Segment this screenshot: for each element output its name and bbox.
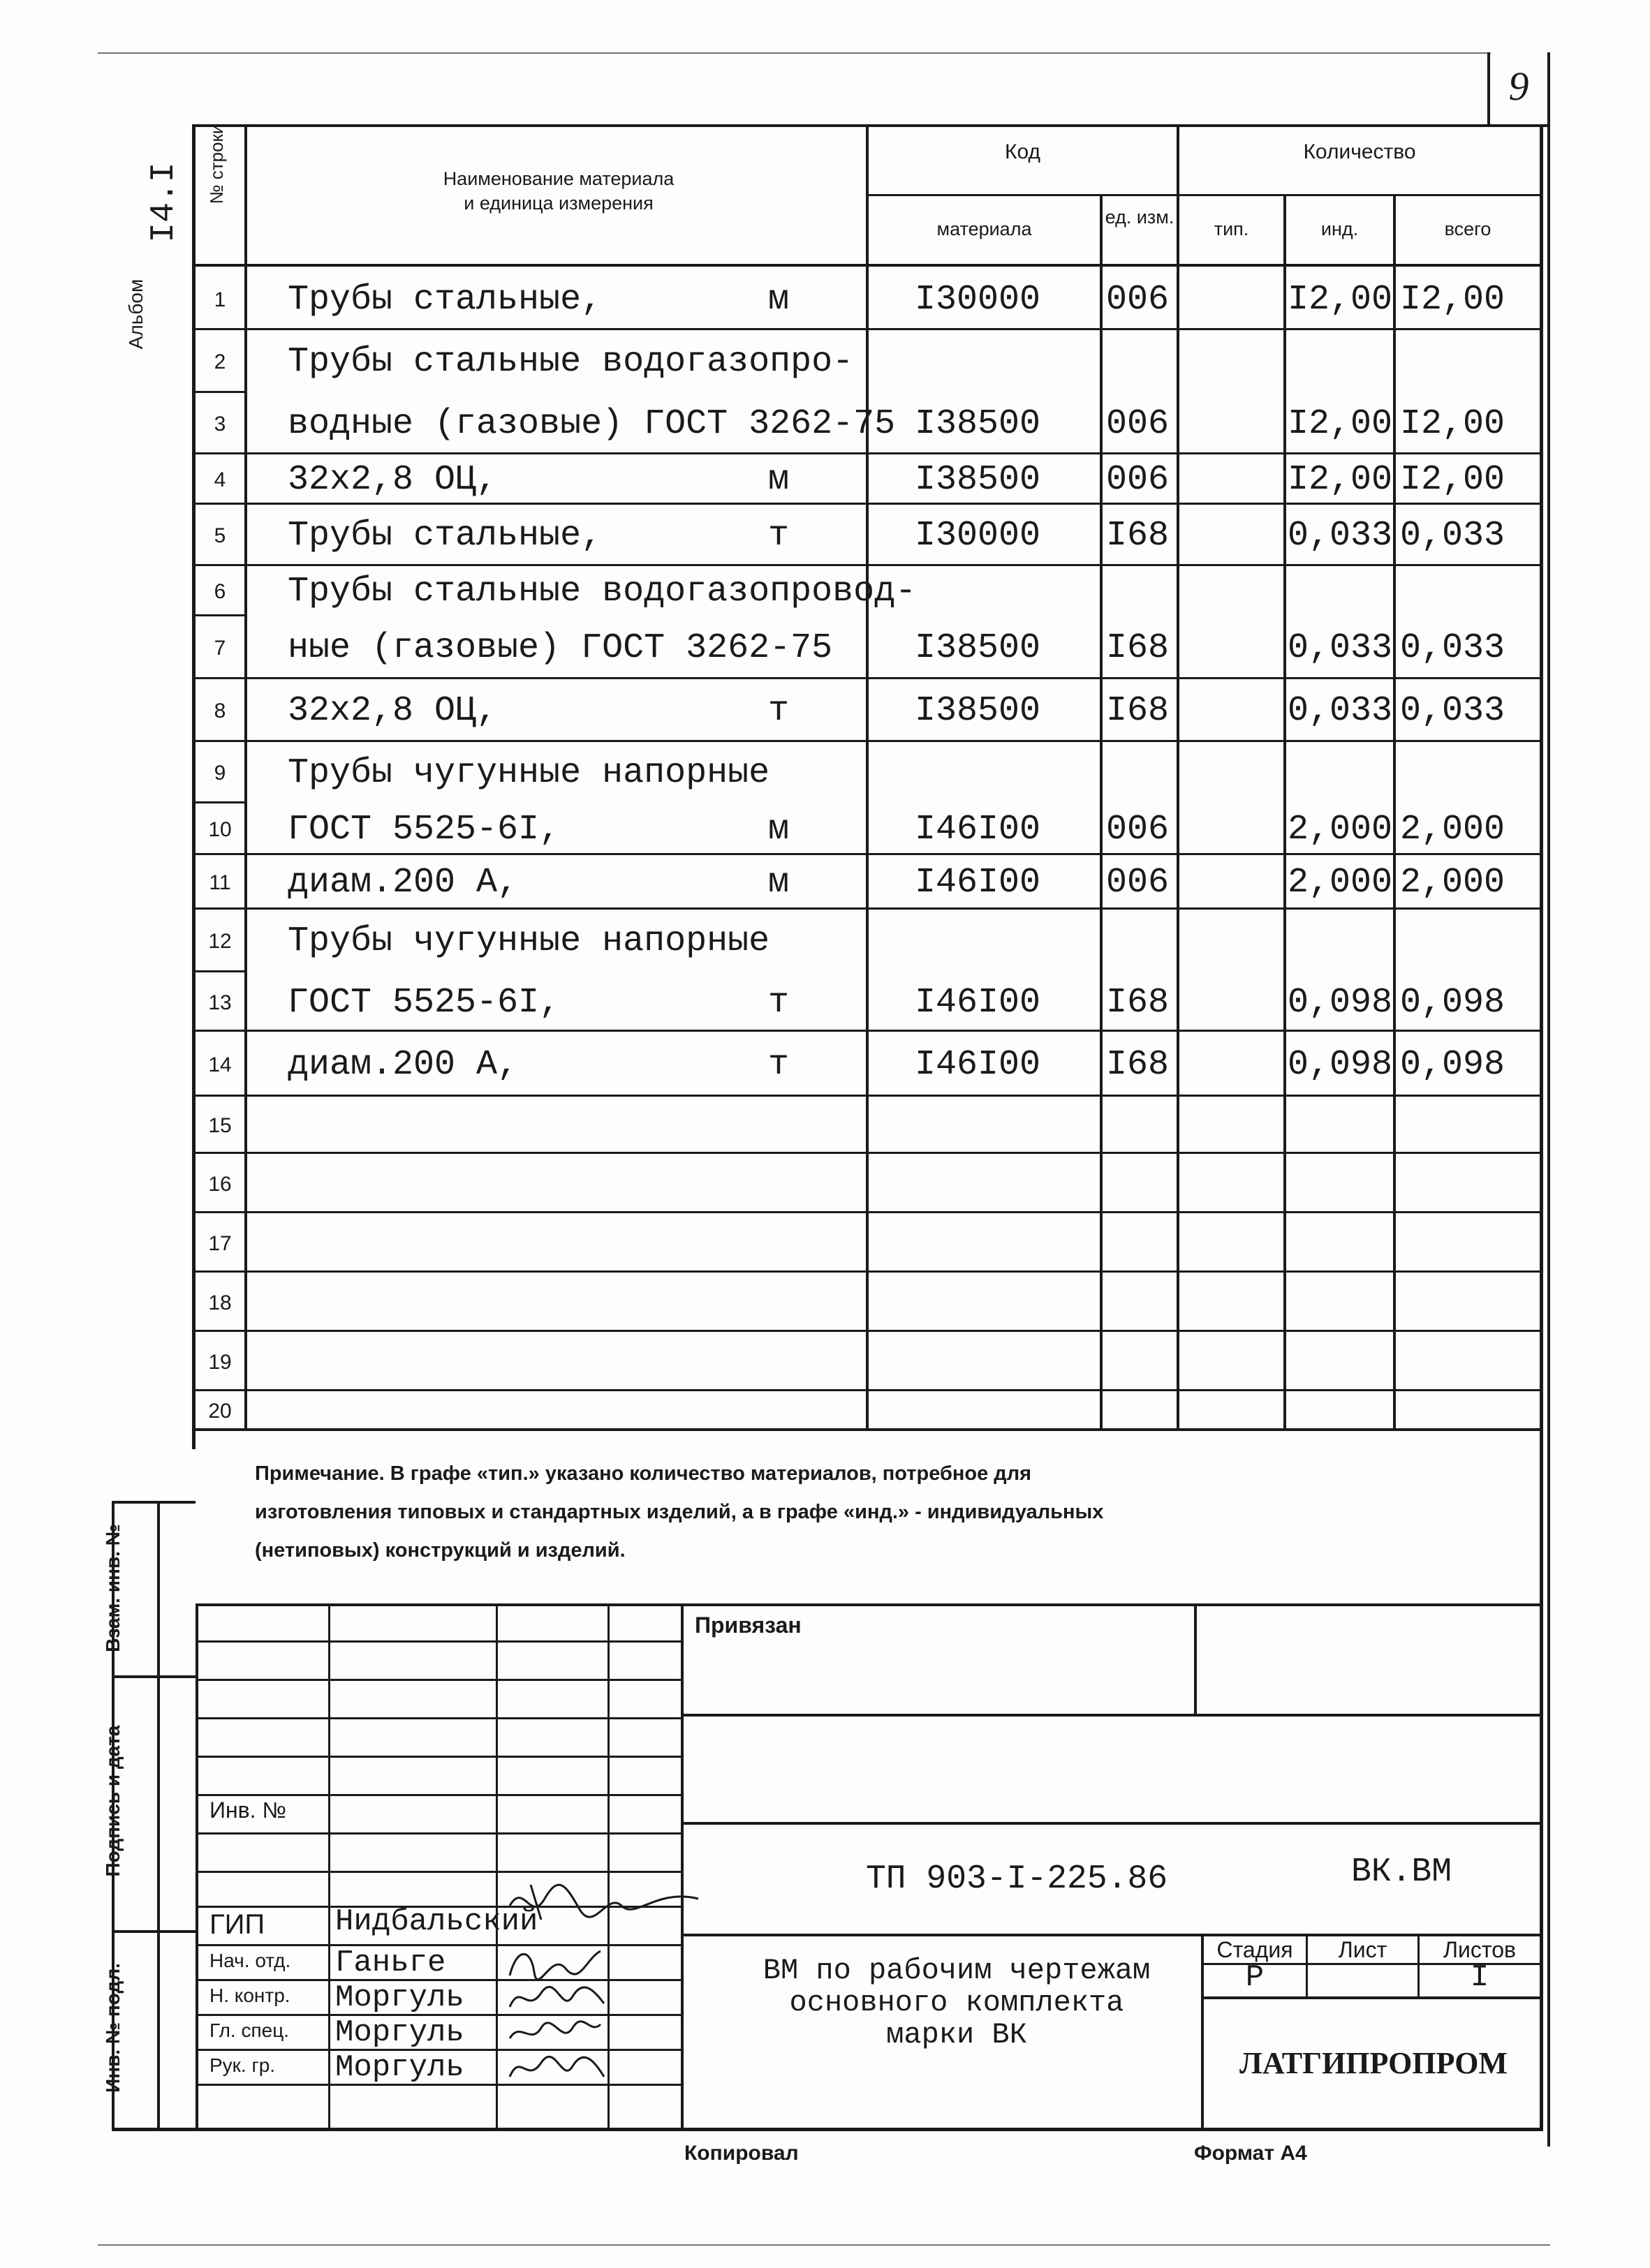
stamp-col-4 [681,1603,684,2130]
side-strip-div2 [112,1930,196,1933]
stamp-privyazan-div [1194,1603,1197,1715]
row-number: 4 [214,468,226,491]
signatory-role: Н. контр. [209,1985,290,2006]
stamp-sheet-label: Лист [1338,1937,1387,1962]
signatory-role: Рук. гр. [209,2054,276,2076]
signature-gip [503,1878,705,1930]
row-line [192,1270,1543,1273]
row-line [192,801,247,803]
row-number: 9 [214,762,226,785]
material-name: Трубы чугунные напорные [288,921,770,961]
stamp-doccode-top [681,1822,1543,1825]
row-number: 3 [214,413,226,436]
row-number: 11 [209,871,231,894]
stamp-col-3 [607,1603,610,2130]
unit-code: 006 [1106,280,1170,320]
header-code: Код [1004,140,1040,163]
row-number: 2 [214,350,226,373]
unit-code: 006 [1106,460,1170,500]
page-number: 9 [1508,64,1529,109]
material-unit: м [768,810,790,850]
qty-total: 0,033 [1400,691,1505,731]
row-line [192,853,1543,855]
top-edge-line [98,52,1491,54]
side-strip-mid [157,1501,160,2129]
side-label-inv-podl: Инв. № подл. [102,1963,124,2093]
col-line-uom [1100,194,1103,1430]
stamp-top [196,1603,1543,1606]
stamp-doc-code: ТП 903-I-225.86 [866,1860,1168,1898]
stamp-row-line [196,1717,681,1719]
material-name: Трубы стальные водогазопровод- [288,572,917,612]
stamp-sheets-value: I [1470,1960,1489,1995]
qty-ind: I2,00 [1288,460,1393,500]
stamp-row-line [196,1871,681,1873]
qty-ind: I2,00 [1288,280,1393,320]
signatory-role: Гл. спец. [209,2019,290,2041]
bottom-edge-line [98,2244,1550,2246]
header-row-no: № строки [206,124,227,205]
material-unit: т [768,516,790,556]
stamp-mark: ВК.ВМ [1351,1853,1452,1891]
page-box-border [1487,52,1490,126]
material-unit: т [768,982,790,1023]
row-number: 19 [208,1350,232,1374]
qty-ind: 0,098 [1288,1044,1393,1085]
stamp-row-line [196,1832,681,1835]
material-code: I38500 [915,691,1041,731]
row-line [192,1211,1543,1213]
qty-total: 0,033 [1400,516,1505,556]
unit-code: 006 [1106,810,1170,850]
col-line-code [866,124,869,1430]
stamp-privyazan: Привязан [695,1613,802,1638]
qty-total: 0,098 [1400,1044,1505,1085]
side-strip-div1 [112,1675,196,1678]
col-line-ind [1283,194,1286,1430]
row-line [192,1030,1543,1032]
stamp-org: ЛАТГИПРОПРОМ [1239,2046,1508,2080]
unit-code: 006 [1106,404,1170,444]
header-name-line1: Наименование материала [443,168,675,189]
signatory-name: Моргуль [335,2015,464,2050]
row-number: 18 [208,1291,232,1314]
header-qty-ind: инд. [1320,218,1359,239]
material-name: диам.200 А, [288,1044,519,1085]
material-name: диам.200 А, [288,863,519,903]
stamp-title-line2: основного комплекта [789,1986,1124,2019]
row-number: 15 [208,1114,232,1137]
qty-total: 0,098 [1400,982,1505,1023]
row-number: 17 [208,1231,232,1255]
stamp-stage-bottom [1201,1996,1543,1999]
row-number: 1 [214,288,226,311]
row-line [192,391,247,393]
row-line [192,564,1543,566]
header-code-unit: ед. изм. [1105,207,1174,228]
signatory-role: ГИП [209,1909,265,1940]
table-bottom-line [192,1428,1543,1431]
row-line [192,1330,1543,1332]
row-line [192,677,1543,679]
qty-total: 2,000 [1400,810,1505,850]
material-code: I30000 [915,516,1041,556]
signatory-role: Нач. отд. [209,1950,291,1971]
material-name: водные (газовые) ГОСТ 3262-75 [288,404,896,444]
row-number: 8 [214,699,226,722]
note-line-1: Примечание. В графе «тип.» указано количество материалов, потребное для [255,1462,1032,1485]
header-qty-typ: тип. [1214,218,1249,239]
material-name: 32x2,8 ОЦ, [288,460,498,500]
row-number: 5 [214,524,226,547]
signatory-name: Нидбальский [335,1904,538,1939]
material-name: Трубы стальные, [288,516,603,556]
stamp-row-line [196,1794,681,1796]
row-line [192,328,1543,330]
material-name: Трубы чугунные напорные [288,753,770,793]
unit-code: I68 [1106,1044,1170,1085]
unit-code: I68 [1106,628,1170,668]
qty-total: I2,00 [1400,280,1505,320]
row-line [192,740,1543,742]
signatory-name: Ганьге [335,1945,446,1980]
side-label-vzam: Взам. инв. № [102,1524,124,1652]
unit-code: I68 [1106,982,1170,1023]
row-line [192,614,247,616]
material-unit: т [768,1044,790,1085]
qty-total: 2,000 [1400,863,1505,903]
row-number: 6 [214,580,226,603]
header-name-line2: и единица измерения [464,193,654,214]
row-number: 12 [208,930,232,953]
stamp-doccode-bottom [681,1934,1543,1936]
header-mid-line [866,194,1543,196]
qty-ind: 2,000 [1288,863,1393,903]
stamp-stage-value: Р [1245,1960,1265,1995]
stamp-sheets-label: Листов [1443,1937,1516,1962]
material-code: I46I00 [915,1044,1041,1085]
row-number: 14 [208,1053,232,1076]
side-label-podpis: Подпись и дата [102,1725,124,1877]
material-code: I38500 [915,628,1041,668]
qty-ind: I2,00 [1288,404,1393,444]
signatory-name: Моргуль [335,2050,464,2085]
stamp-row-line [196,1756,681,1758]
qty-ind: 2,000 [1288,810,1393,850]
row-line [192,907,1543,910]
material-name: Трубы стальные, [288,280,603,320]
material-code: I30000 [915,280,1041,320]
row-line [192,503,1543,505]
header-quantity: Количество [1303,140,1416,163]
material-name: 32x2,8 ОЦ, [288,691,498,731]
material-unit: м [768,863,790,903]
stamp-privyazan-bottom [681,1714,1543,1717]
row-line [192,452,1543,454]
row-number: 7 [214,637,226,660]
material-name: Трубы стальные водогазопро- [288,342,854,382]
stamp-stage-label: Стадия [1216,1937,1293,1962]
col-line-total [1393,194,1396,1430]
material-name: ГОСТ 5525-6I, [288,810,561,850]
col-line-rowno [244,124,247,1430]
row-number: 13 [208,991,232,1014]
page-right-border [1547,52,1550,2147]
material-code: I46I00 [915,863,1041,903]
stamp-inv-no: Инв. № [209,1798,286,1823]
col-line-qty [1177,124,1179,1430]
note-line-2: изготовления типовых и стандартных изделий, а в графе «инд.» - индивидуальных [255,1501,1104,1523]
qty-ind: 0,033 [1288,628,1393,668]
row-number: 10 [208,818,232,841]
material-name: ГОСТ 5525-6I, [288,982,561,1023]
footer-format: Формат А4 [1194,2142,1307,2165]
stamp-col-1 [328,1603,330,2130]
signature-ruk-gr [503,2049,607,2091]
material-code: I38500 [915,460,1041,500]
header-qty-total: всего [1444,218,1491,239]
header-code-material: материала [936,218,1032,239]
qty-total: I2,00 [1400,404,1505,444]
qty-total: I2,00 [1400,460,1505,500]
material-name: ные (газовые) ГОСТ 3262-75 [288,628,833,668]
unit-code: I68 [1106,691,1170,731]
stamp-row-line [196,1679,681,1681]
table-right-border [1540,124,1543,2130]
note-line-3: (нетиповых) конструкций и изделий. [255,1539,626,1562]
material-unit: т [768,691,790,731]
stamp-title-line3: марки ВК [886,2018,1027,2052]
stamp-left [196,1603,198,2130]
material-unit: м [768,460,790,500]
stamp-col-2 [496,1603,498,2130]
row-line [192,1095,1543,1097]
album-label: Альбом [125,279,147,350]
material-unit: м [768,280,790,320]
material-code: I38500 [915,404,1041,444]
stamp-row-line [196,1640,681,1643]
row-number: 20 [208,1400,232,1423]
qty-ind: 0,033 [1288,691,1393,731]
row-number: 16 [208,1172,232,1196]
material-code: I46I00 [915,810,1041,850]
stamp-title-line1: ВМ по рабочим чертежам [763,1954,1151,1987]
stamp-bottom [112,2128,1543,2131]
unit-code: 006 [1106,863,1170,903]
qty-ind: 0,098 [1288,982,1393,1023]
album-number: I4.I [145,162,183,243]
row-line [192,1389,1543,1391]
unit-code: I68 [1106,516,1170,556]
row-line [192,970,247,972]
footer-copied: Копировал [684,2142,799,2165]
side-strip-top [112,1501,196,1504]
material-code: I46I00 [915,982,1041,1023]
signatory-name: Моргуль [335,1980,464,2015]
row-line [192,1152,1543,1154]
qty-ind: 0,033 [1288,516,1393,556]
qty-total: 0,033 [1400,628,1505,668]
